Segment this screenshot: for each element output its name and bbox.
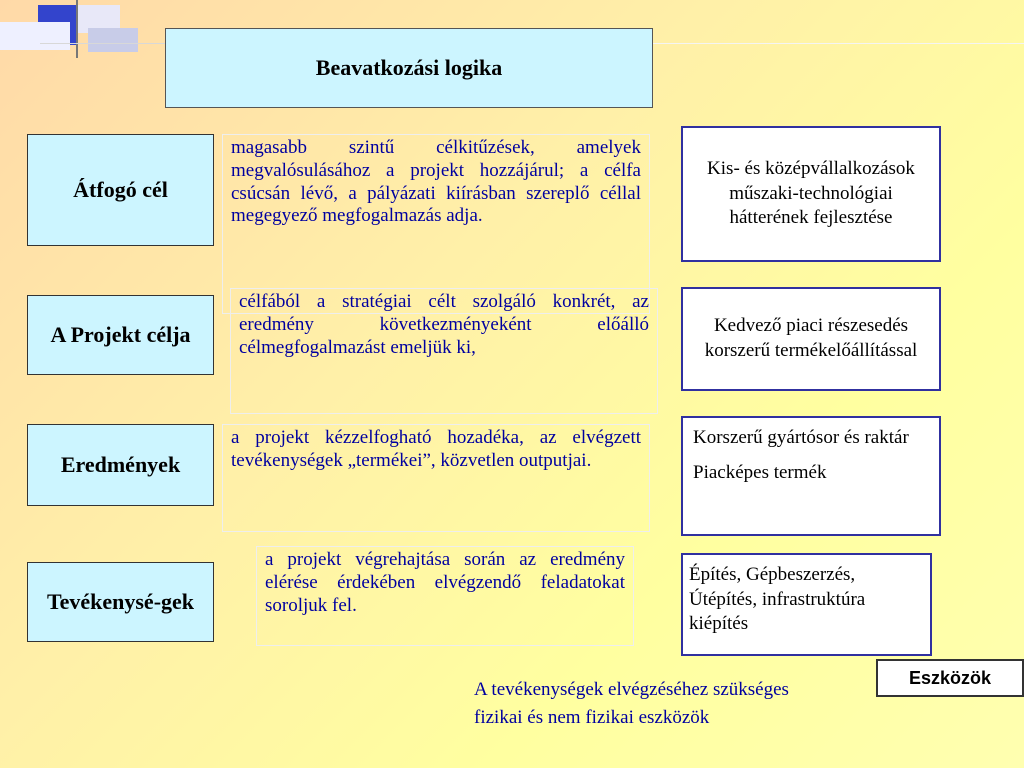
page-title: Beavatkozási logika bbox=[165, 28, 653, 108]
example-line: Piacképes termék bbox=[693, 461, 827, 483]
row-label-tevekenysegek: Tevékenysé-gek bbox=[27, 562, 214, 642]
example-box-eredmenyek bbox=[681, 416, 941, 536]
example-line: Korszerű gyártósor és raktár bbox=[693, 427, 909, 448]
divider-line bbox=[653, 43, 1024, 44]
example-box-tevekenysegek: Építés, Gépbeszerzés, Útépítés, infrastruktúra kiépítés bbox=[681, 553, 932, 656]
row-description-atfogo-cel: magasabb szintű célkitűzések, amelyek megvalósulásához a projekt hozzájárul; a célfa csúcsán lévő, a pályázati kiírásban szereplő céllal megegyező megfogalmazás adja. bbox=[222, 134, 650, 314]
row-label-atfogo-cel: Átfogó cél bbox=[27, 134, 214, 246]
example-box-atfogo-cel: Kis- és középvállalkozások műszaki-technológiai hátterének fejlesztése bbox=[681, 126, 941, 262]
row-label-projekt-celja: A Projekt célja bbox=[27, 295, 214, 375]
row-label-eredmenyek: Eredmények bbox=[27, 424, 214, 506]
row-description-projekt-celja: célfából a stratégiai célt szolgáló konkrét, az eredmény következményeként előálló célmegfogalmazást emeljük ki, bbox=[230, 288, 658, 414]
divider-line bbox=[40, 43, 165, 44]
row-description-eredmenyek: a projekt kézzelfogható hozadéka, az elvégzett tevékenységek „termékei”, közvetlen outputjai. bbox=[222, 424, 650, 532]
example-box-projekt-celja: Kedvező piaci részesedés korszerű termékelőállítással bbox=[681, 287, 941, 391]
row-description-tevekenysegek: a projekt végrehajtása során az eredmény elérése érdekében elvégzendő feladatokat soroljuk fel. bbox=[256, 546, 634, 646]
tools-label-box: Eszközök bbox=[876, 659, 1024, 697]
tools-note: A tevékenységek elvégzéséhez szükséges fizikai és nem fizikai eszközök bbox=[474, 679, 789, 728]
corner-decoration bbox=[0, 0, 170, 60]
